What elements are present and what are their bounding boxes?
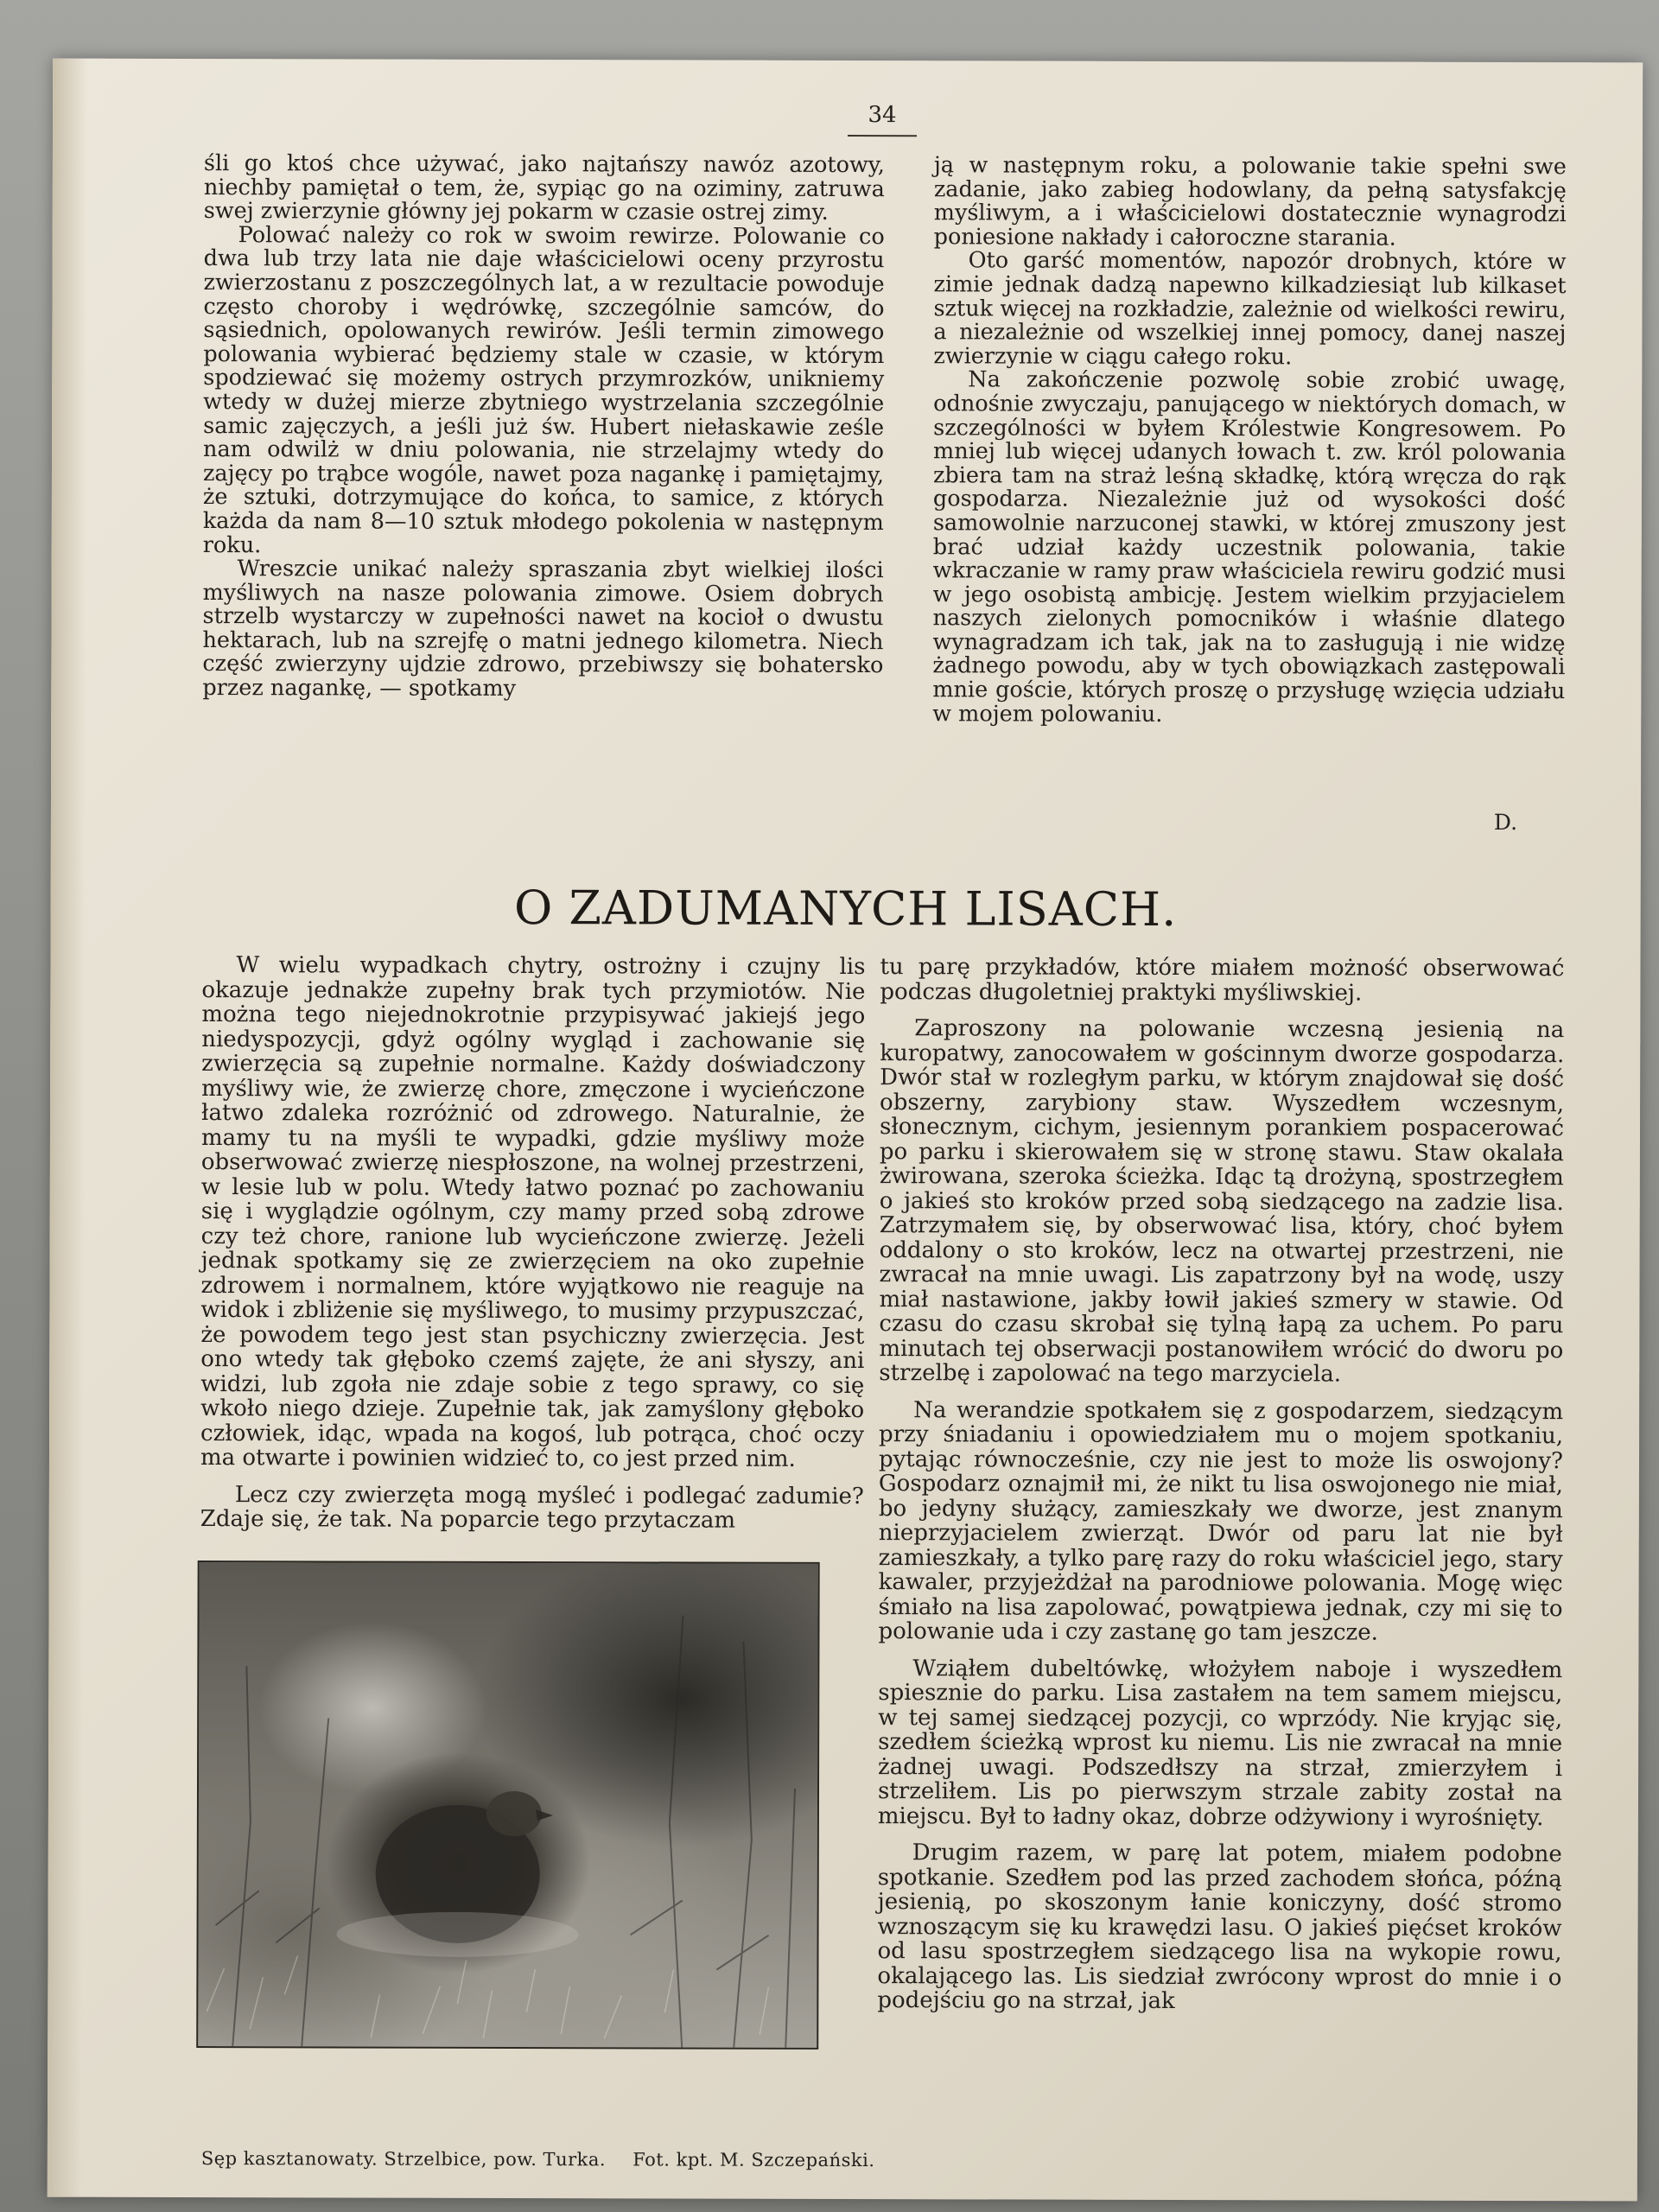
paragraph: W wielu wypadkach chytry, ostrożny i czujny lis okazuje jednakże zupełny brak tych przymiotów. Nie można tego niejednokrotnie przypisywać jakiejś jego niedyspozycji, gdyż ogólny wygląd i zachowanie się zwierzęcia są zupełnie normalne. Każdy doświadczony myśliwy wie, że zwierzę chore, zmęczone i wycieńczone łatwo zdaleka rozróżnić od zdrowego. Naturalnie, że mamy tu na myśli te wypadki, gdzie myśliwy może obserwować zwierzę niespłoszone, na wolnej przestrzeni, w lesie lub w polu. Wtedy łatwo poznać po zachowaniu się i wyglądzie ogólnym, czy mamy przed sobą zdrowe czy też chore, ranione lub wycieńczone zwierzę. Jeżeli jednak spotkamy się ze zwierzęciem na oko zupełnie zdrowem i normalnem, które wyjątkowo nie reaguje na widok i zbliżenie się myśliwego, to musimy przypuszczać, że powodem tego jest stan psychiczny zwierzęcia. Jest ono wtedy tak głęboko czemś zajęte, że ani słyszy, ani widzi, lub zgoła nie zdaje sobie z tego sprawy, co się wkoło niego dzieje. Zupełnie tak, jak zamyślony głęboko człowiek, idąc, wpada na kogoś, lub potrąca, choć oczy ma otwarte i powinien widzieć to, co jest przed nim. xyxy=(200,952,866,1472)
column-top-right xyxy=(932,154,1567,728)
paragraph: Na werandzie spotkałem się z gospodarzem, siedzącym przy śniadaniu i opowiedziałem mu o mojem spotkaniu, pytając równocześnie, czy nie jest to może lis oswojony? Gospodarz oznajmił mi, że nikt tu lisa oswojonego nie miał, bo jedyny służący, zamieszkały we dworze, jest znanym nieprzyjacielem zwierząt. Dwór od paru lat nie był zamieszkały, a tylko parę razy do roku właściciel jego, stary kawaler, przyjeżdżał na parodniowe polowania. Mogę więc śmiało na lisa zapolować, powątpiewa jednak, czy mi się to polowanie uda i czy zastanę go tam jeszcze. xyxy=(878,1396,1564,1646)
article-title: O ZADUMANYCH LISACH. xyxy=(513,880,1178,938)
author-signature: D. xyxy=(1493,809,1518,836)
paragraph: śli go ktoś chce używać, jako najtańszy nawóz azotowy, niechby pamiętał o tem, że, sypiąc go na oziminy, zatruwa swej zwierzynie główny jej pokarm w czasie ostrej zimy. xyxy=(203,150,885,226)
column-bottom-left xyxy=(200,953,866,1534)
page-number: 34 xyxy=(848,102,917,137)
paragraph: Lecz czy zwierzęta mogą myśleć i podlegać zadumie? Zdaje się, że tak. Na poparcie tego przytaczam xyxy=(200,1481,864,1534)
paragraph: Na zakończenie pozwolę sobie zrobić uwagę, odnośnie zwyczaju, panującego w niektórych domach, w szczególności w byłem Królestwie Kongresowem. Po mniej lub więcej udanych łowach t. zw. król polowania zbiera tam na straż leśną składkę, którą wręcza do rąk gospodarza. Niezależnie już od wysokości dość samowolnie narzuconej stawki, w której zmuszony jest brać udział każdy uczestnik polowania, takie wkraczanie w ramy praw właściciela rewiru godzić musi w jego osobistą ambicję. Jestem wielkim przyjacielem naszych zielonych pomocników i właśnie dlatego wynagradzam ich tak, jak na to zasługują i nie widzę żadnego powodu, aby w tych obowiązkach zastępowali mnie goście, których proszę o przysługę wzięcia udziału w mojem polowaniu. xyxy=(932,366,1567,728)
paragraph: Wziąłem dubeltówkę, włożyłem naboje i wyszedłem spiesznie do parku. Lisa zastałem na tem samem miejscu, w tej samej siedzącej pozycji, co wprzódy. Nie kryjąc się, szedłem ścieżką wprost ku niemu. Lis nie zwracał na mnie żadnej uwagi. Podszedłszy na strzał, zmierzyłem i strzeliłem. Lis po pierwszym strzale zabity został na miejscu. Był to ładny okaz, dobrze odżywiony i wyrośnięty. xyxy=(877,1655,1563,1831)
paragraph: Oto garść momentów, napozór drobnych, które w zimie jednak dadzą napewno kilkadziesiąt lub kilkaset sztuk więcej na rozkładzie, zależnie od wielkości rewiru, a niezależnie od wszelkiej innej pomocy, danej naszej zwierzynie w ciągu całego roku. xyxy=(933,247,1567,371)
column-top-left xyxy=(202,152,885,702)
paragraph: Zaproszony na polowanie wczesną jesienią na kuropatwy, zanocowałem w gościnnym dworze gospodarza. Dwór stał w rozległym parku, w którym znajdował się dość obszerny, zarybiony staw. Wyszedłem wczesnym, słonecznym, cichym, jesiennym porankiem pospacerować po parku i skierowałem się w stronę stawu. Staw okalała żwirowana, szeroka ścieżka. Idąc tą drożyną, spostrzegłem o jakieś sto kroków przed sobą siedzącego na zadzie lisa. Zatrzymałem się, by obserwować lisa, który, choć byłem oddalony o sto kroków, lecz na otwartej przestrzeni, nie zwracał na mnie uwagi. Lis zapatrzony był na wodę, uszy miał nastawione, jakby łowił jakieś szmery w stawie. Od czasu do czasu skrobał się tylną łapą za uchem. Po paru minutach tej obserwacji postanowiłem wrócić do dworu po strzelbę i zapolować na tego marzyciela. xyxy=(879,1015,1565,1388)
column-bottom-right xyxy=(877,955,1564,2015)
caption-title: Sęp kasztanowaty. Strzelbice, pow. Turka. xyxy=(200,2148,607,2171)
paragraph: Polować należy co rok w swoim rewirze. Polowanie co dwa lub trzy lata nie daje właścicielowi oceny przyrostu zwierzostanu z poszczególnych lat, a w rezultacie powoduje często choroby i wędrówkę, szczególnie samców, do sąsiednich, opolowanych rewirów. Jeśli termin zimowego polowania wybierać będziemy stale w czasie, w którym spodziewać się możemy ostrych przymrozków, unikniemy wtedy w dużej mierze zbytniego wystrzelania szczególnie samic zajęczych, a jeśli już św. Hubert niełaskawie ześle nam odwilż w dniu polowania, nie strzelajmy wtedy do zajęcy po trąbce wogóle, nawet poza nagankę i pamiętajmy, że sztuki, dotrzymujące do końca, to samice, z których każda da nam 8—10 sztuk młodego pokolenia w następnym roku. xyxy=(202,221,885,558)
paragraph: ją w następnym roku, a polowanie takie spełni swe zadanie, jako zabieg hodowlany, da pełną satysfakcję myśliwym, a i właścicielowi dostatecznie wynagrodzi poniesione nakłady i całoroczne starania. xyxy=(933,152,1567,251)
paragraph: tu parę przykładów, które miałem możność obserwować podczas długoletniej praktyki myśliwskiej. xyxy=(880,954,1565,1007)
magazine-page xyxy=(48,59,1643,2202)
page-edge-shadow xyxy=(48,59,87,2197)
caption-credit: Fot. kpt. M. Szczepański. xyxy=(632,2149,875,2171)
vulture-head xyxy=(486,1791,542,1836)
vulture-photograph xyxy=(196,1560,819,2050)
photo-caption xyxy=(201,2148,893,2171)
paragraph: Wreszcie unikać należy spraszania zbyt wielkiej ilości myśliwych na nasze polowania zimowe. Osiem dobrych strzelb wystarczy w zupełności nawet na kocioł o dwustu hektarach, lub na szrejfę o matni jednego kilometra. Niech część zwierzyny ujdzie zdrowo, przebiwszy się bohatersko przez nagankę, — spotkamy xyxy=(202,556,884,702)
paragraph: Drugim razem, w parę lat potem, miałem podobne spotkanie. Szedłem pod las przed zachodem słońca, późną jesienią, po skoszonym łanie koniczyny, dość stromo wznoszącym się ku krawędzi lasu. O jakieś pięćset kroków od lasu spostrzegłem siedzącego lisa na wykopie rowu, okalającego las. Lis siedział zwrócony wprost do mnie i o podejściu go na strzał, jak xyxy=(877,1840,1562,2015)
photo-illustration xyxy=(198,1562,817,2048)
